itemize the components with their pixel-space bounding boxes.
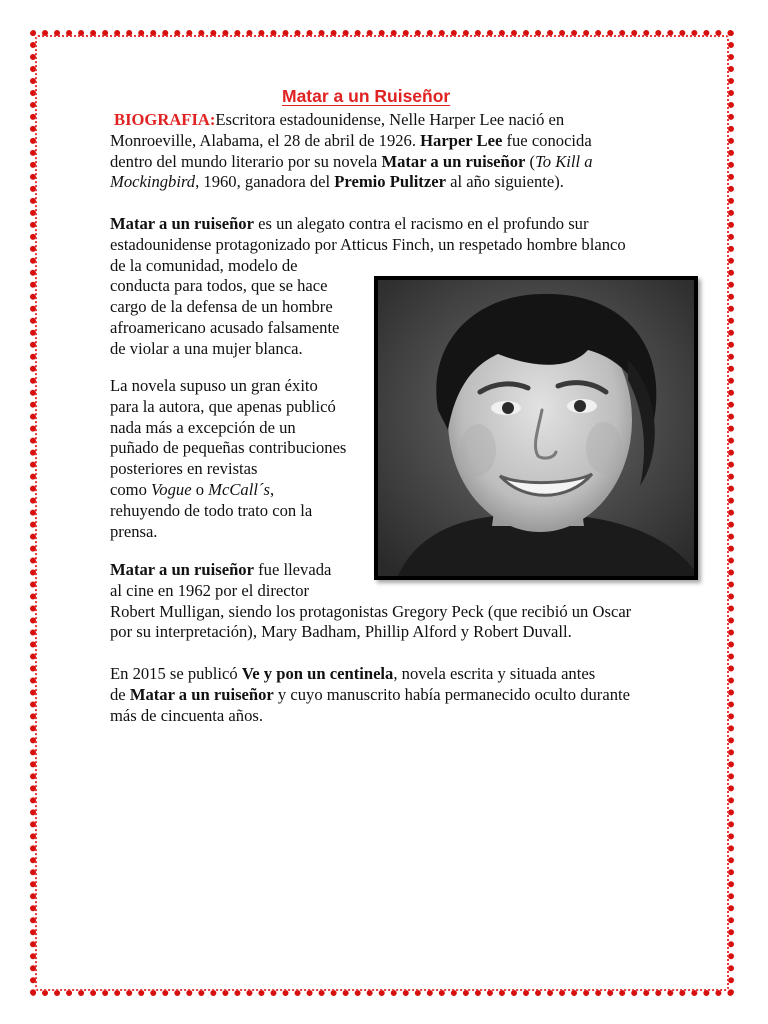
text-line: para la autora, que apenas publicó	[110, 396, 336, 416]
english-title: To Kill a	[535, 151, 593, 171]
text-line: conducta para todos, que se hace	[110, 276, 328, 296]
text-line: La novela supuso un gran éxito	[110, 376, 318, 395]
author-name: Harper Lee	[420, 130, 503, 150]
text-line: Robert Mulligan, siendo los protagonistas Gregory Peck (que recibió un Oscar	[110, 601, 632, 621]
text-line: puñado de pequeñas contribuciones	[110, 438, 347, 458]
text-run: como	[110, 479, 152, 499]
text-run: , 1960, ganadora del	[195, 172, 335, 192]
novel-title: Matar a un ruiseñor	[381, 151, 526, 171]
text-run: de	[110, 684, 130, 704]
text-run: En 2015 se publicó	[110, 664, 242, 683]
text-run: Escritora estadounidense, Nelle Harper Lee nació en	[215, 110, 565, 129]
text-run: dentro del mundo literario por su novela	[110, 151, 382, 171]
text-line: más de cincuenta años.	[110, 705, 263, 725]
text-line: prensa.	[110, 521, 158, 541]
page-title: Matar a un Ruiseñor	[282, 86, 451, 106]
text-line: posteriores en revistas	[110, 459, 258, 479]
novel-title: Matar a un ruiseñor	[110, 560, 254, 579]
novel-title: Matar a un ruiseñor	[129, 684, 274, 704]
text-run: (	[525, 151, 536, 171]
text-line: estadounidense protagonizado por Atticus Finch, un respetado hombre blanco	[110, 234, 626, 254]
text-run: es un alegato contra el racismo en el profundo sur	[253, 214, 589, 233]
biography-paragraph	[110, 110, 670, 193]
text-line: de la comunidad, modelo de	[110, 255, 298, 275]
text-line: afroamericano acusado falsamente	[110, 317, 340, 337]
portrait-illustration	[378, 280, 694, 576]
sequel-title: Ve y pon un centinela	[241, 664, 394, 683]
text-line: por su interpretación), Mary Badham, Phillip Alford y Robert Duvall.	[110, 622, 572, 642]
text-line: cargo de la defensa de un hombre	[110, 297, 333, 317]
author-portrait-photo	[374, 276, 698, 580]
text-run: fue conocida	[502, 130, 592, 150]
text-line: rehuyendo de todo trato con la	[110, 500, 313, 520]
novel-title: Matar a un ruiseñor	[110, 214, 254, 233]
magazine-name: Vogue	[151, 479, 192, 499]
text-run: o	[191, 479, 209, 499]
sequel-paragraph	[110, 664, 690, 726]
magazine-name: McCall´s	[208, 479, 270, 499]
prize-name: Premio Pulitzer	[334, 172, 446, 192]
success-paragraph	[110, 376, 370, 542]
text-line: al cine en 1962 por el director	[110, 580, 310, 600]
text-line: de violar a una mujer blanca.	[110, 338, 303, 358]
text-run: Monroeville, Alabama, el 28 de abril de 1926.	[110, 130, 421, 150]
text-run: y cuyo manuscrito había permanecido oculto durante	[273, 684, 630, 704]
text-run: ,	[269, 479, 275, 499]
english-title: Mockingbird	[110, 172, 196, 192]
text-run: al año siguiente).	[445, 172, 564, 192]
text-run: , novela escrita y situada antes	[393, 664, 596, 683]
biography-label: BIOGRAFIA:	[114, 110, 216, 129]
text-line: nada más a excepción de un	[110, 417, 296, 437]
text-run: fue llevada	[253, 560, 332, 579]
